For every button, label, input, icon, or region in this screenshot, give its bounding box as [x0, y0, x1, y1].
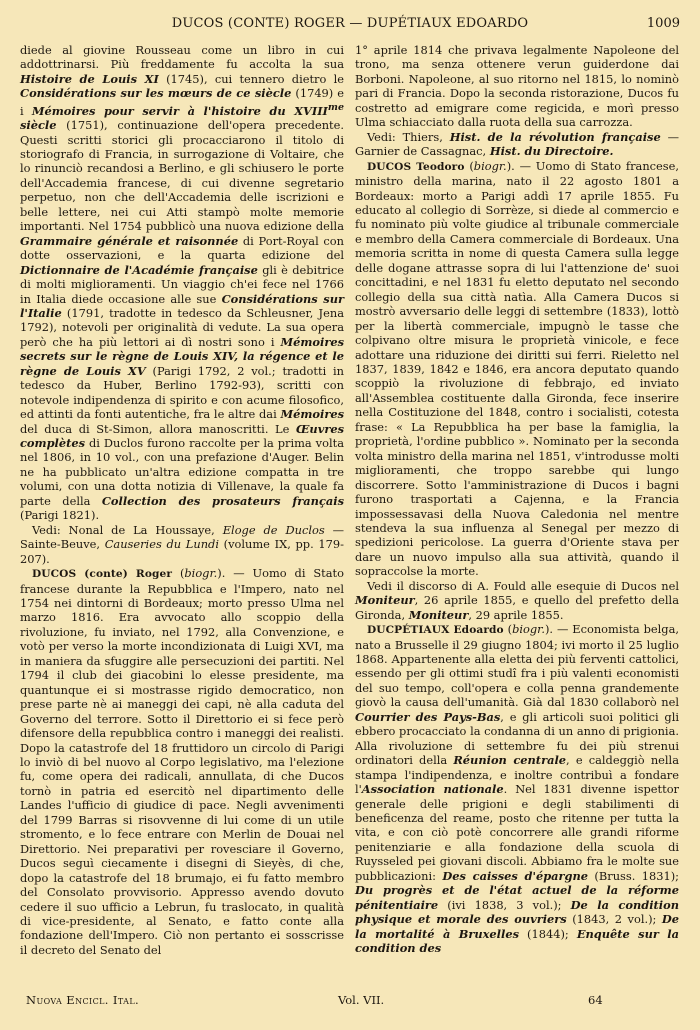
entry-heading: DUCOS Teodoro	[367, 160, 465, 173]
paragraph-ducos-teodoro-references: Vedi il discorso di A. Fould alle esequie di Ducos nel Moniteur, 26 aprile 1855, e quello del prefetto della Gironda, Moniteur, 29 aprile 1855.	[355, 578, 679, 622]
paragraph-ducos-roger-references: Vedi: Thiers, Hist. de la révolution française — Garnier de Cassagnac, Hist. du Directoire.	[355, 129, 679, 159]
left-column	[20, 43, 344, 957]
entry-ducos-roger: DUCOS (conte) Roger (biogr.). — Uomo di Stato francese durante la Repubblica e l'Impero, nato nel 1754 nei dintorni di Bordeaux; morto presso Ulma nel marzo 1816. Era avvocato allo scoppio della rivoluzione, fu inviato, nel 1792, alla Convenzione, e votò per verso la morte incondizionata di Luigi XVI, ma in maniera da sfuggire alle persecuzioni dei partiti. Nel 1794 il club dei giacobini lo elesse presidente, ma quantunque ei si mostrasse rigido democratico, non prese parte nè ai maneggi dei capi, nè alla caduta del Governo del terrore. Sotto il Direttorio ei si fece però difensore della repubblica contro i maneggi dei realisti. Dopo la catastrofe del 18 fruttidoro un circolo di Parigi lo inviò di bel nuovo al Corpo legislativo, ma l'elezione fu, come opera dei radicali, annullata, di che Ducos tornò in patria ed esercitò nel dipartimento delle Landes l'ufficio di giudice di pace. Negli avvenimenti del 1799 Barras si risovvenne di lui come di un utile stromento, e lo fece entrare con Merlin de Douai nel Direttorio. Nei preparativi per rovesciare il Governo, Ducos seguì ciecamente i disegni di Sieyès, di che, dopo la catastrofe del 18 brumajo, ei fu fatto membro del Consolato provvisorio. Appresso avendo dovuto cedere il suo ufficio a Lebrun, fu traslocato, in qualità di vice-presidente, al Senato, e fatto conte alla fondazione dell'Impero. Ciò non pertanto ei sosscrisse il decreto del Senato del	[20, 566, 344, 957]
page-footer	[20, 990, 680, 1014]
paragraph-duclos-works: diede al giovine Rousseau come un libro in cui addottrinarsi. Più freddamente fu accolta la sua Histoire de Louis XI (1745), cui tennero dietro le Considérations sur les mœurs de ce siècle (1749) e i Mémoires pour servir à l'histoire du $XVIII^{me}$ siècle (1751), continuazione dell'opera precedente. Questi scritti storici gli procacciarono il titolo di storiografo di Francia, in surrogazione di Voltaire, che lo rinunciò recandosi a Berlino, e gli schiusero le porte dell'Accademia francese, di cui divenne segretario perpetuo, non che dell'Accademia delle iscrizioni e belle lettere, nei cui Atti stampò molte memorie importanti. Nel 1754 pubblicò una nuova edizione della Grammaire générale et raisonnée di Port-Royal con dotte osservazioni, e la quarta edizione del Dictionnaire de l'Académie française gli è debitrice di molti miglioramenti. Un viaggio ch'ei fece nel 1766 in Italia diede occasione alle sue Considérations sur l'Italie (1791, tradotte in tedesco da Schleusner, Jena 1792), notevoli per originalità di vedute. La sua opera però che ha più lettori ai dì nostri sono i Mémoires secrets sur le règne de Louis XIV, la régence et le règne de Louis XV (Parigi 1792, 2 vol.; tradotti in tedesco da Huber, Berlino 1792-93), scritti con notevole indipendenza di spirito e con acume filosofico, ed attinti da fonti autentiche, fra le altre dai Mémoires del duca di St-Simon, allora manoscritti. Le Œuvres complètes di Duclos furono raccolte per la prima volta nel 1806, in 10 vol., con una prefazione d'Auger. Belin ne ha pubblicato un'altra edizione compatta in tre volumi, con una dotta notizia di Villenave, la quale fa parte della Collection des prosateurs français (Parigi 1821).	[20, 43, 345, 523]
running-title: DUCOS (CONTE) ROGER — DUPÉTIAUX EDOARDO	[171, 16, 529, 31]
right-column	[355, 43, 679, 956]
footer-signature: 64	[588, 993, 603, 1007]
paragraph-duclos-references: Vedi: Nonal de La Houssaye, Eloge de Duclos — Sainte-Beuve, Causeries du Lundi (volume IX, pp. 179-207).	[20, 522, 345, 566]
footer-volume: Vol. VII.	[338, 993, 385, 1007]
entry-heading: DUCPÉTIAUX Edoardo	[367, 624, 504, 637]
entry-heading: DUCOS (conte) Roger	[32, 568, 173, 581]
footer-publication: Nuova Encicl. Ital.	[26, 993, 140, 1007]
page-number: 1009	[646, 16, 680, 31]
entry-ducpetiaux-edoardo: DUCPÉTIAUX Edoardo (biogr.). — Economista belga, nato a Brusselle il 29 giugno 1804; ivi morto il 25 luglio 1868. Appartenente alla eletta dei più ferventi cattolici, essendo per gli ottimi studî fra i più valenti economisti del suo tempo, coll'opera e colla penna grandemente giovò la causa dell'umanità. Già dal 1830 collaborò nel Courrier des Pays-Bas, e gli articoli suoi politici gli ebbero procacciato la condanna di un anno di prigionia. Alla rivoluzione di settembre fu dei più strenui ordinatori della Réunion centrale, e caldeggiò nella stampa l'indipendenza, e inoltre contribuì a fondare l'Association nationale. Nel 1831 divenne ispettor generale delle prigioni e degli stabilimenti di beneficenza del reame, posto che ritenne per tutta la vita, e con ciò potè concorrere alle grandi riforme penitenziarie e alla fondazione della scuola di Ruysseled pei giovani discoli. Abbiamo fra le molte sue pubblicazioni: Des caisses d'épargne (Bruss. 1831); Du progrès et de l'état actuel de la réforme pénitentiaire (ivi 1838, 3 vol.); De la condition physique et morale des ouvriers (1843, 2 vol.); De la mortalité à Bruxelles (1844); Enquête sur la condition des	[355, 622, 680, 956]
paragraph-ducos-roger-continued: 1° aprile 1814 che privava legalmente Napoleone del trono, ma senza ottenere verun guiderdone dai Borboni. Napoleone, al suo ritorno nel 1815, lo nominò pari di Francia. Dopo la seconda ristorazione, Ducos fu costretto ad emigrare come regicida, e morì presso Ulma schiacciato dalla ruota della sua carrozza.	[355, 43, 679, 130]
page-header	[20, 8, 680, 38]
entry-ducos-teodoro: DUCOS Teodoro (biogr.). — Uomo di Stato francese, ministro della marina, nato il 22 agosto 1801 a Bordeaux: morto a Parigi addì 17 aprile 1855. Fu educato al collegio di Sorrèze, si diede al commercio e fu nominato più volte giudice al tribunale commerciale e membro della Camera commerciale di Bordeaux. Una memoria scritta in nome di questa Camera sulla legge delle dogane attrasse sopra di lui l'attenzione de' suoi concittadini, e nel 1831 fu eletto deputato nel secondo collegio della sua città natìa. Alla Camera Ducos si mostrò avversario delle leggi di settembre (1833), lottò per la libertà commerciale, impugnò le tasse che colpivano oltre misura le proprietà vinicole, e fece adottare una riduzione dei diritti sui ferri. Rieletto nel 1837, 1839, 1842 e 1846, era ancora deputato quando scoppiò la rivoluzione di febbrajo, ed inviato all'Assemblea costituente dalla Gironda, fece inserire nella Costituzione del 1848, contro i socialisti, cotesta frase: « La Repubblica ha per base la famiglia, la proprietà, l'ordine pubblico ». Nominato per la seconda volta ministro della marina nel 1851, v'introdusse molti miglioramenti, che troppo sarebbe qui lungo discorrere. Sotto l'amministrazione di Ducos i bagni furono trasportati a Cajenna, e la Francia impossessavasi della Nuova Caledonia nel mentre stendeva la sua influenza al Senegal per mezzo di spedizioni pericolose. La guerra d'Oriente stava per dare un nuovo impulso alla sua attività, quando il sopraccolse la morte.	[355, 158, 679, 579]
